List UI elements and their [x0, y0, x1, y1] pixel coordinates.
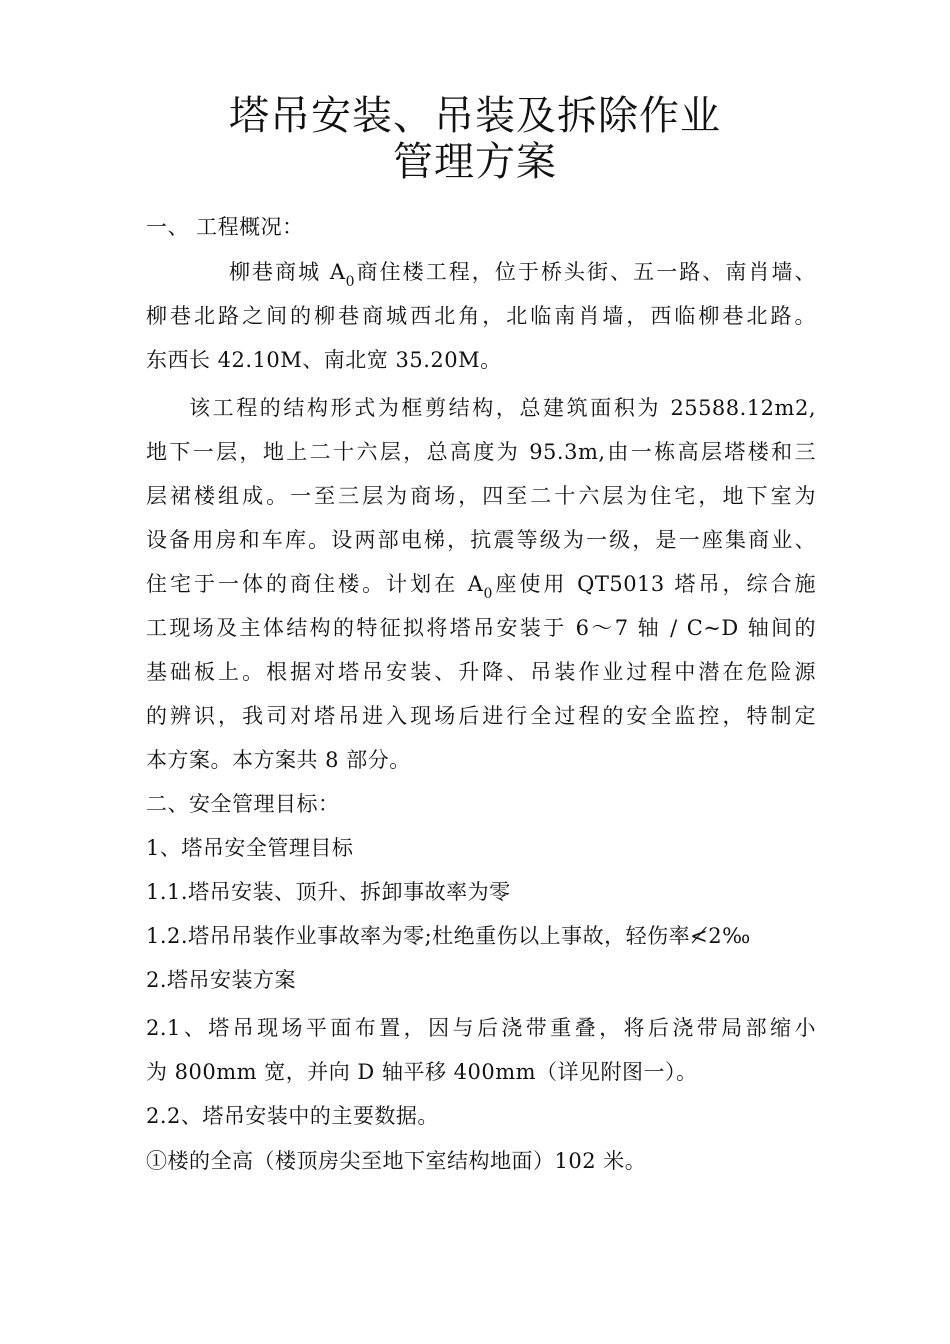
- text-span: 柳巷商城 A: [229, 260, 346, 284]
- text-span: 住宅于一体的商住楼。计划在 A: [146, 572, 484, 596]
- item-2-2: 2.2、塔吊安装中的主要数据。: [146, 1104, 439, 1128]
- paragraph-2-line-8: 的辨识，我司对塔吊进入现场后进行全过程的安全监控，特制定: [146, 704, 816, 728]
- item-2-1-line-2: 为 800mm 宽，并向 D 轴平移 400mm（详见附图一）。: [146, 1060, 698, 1084]
- paragraph-2-line-9: 本方案。本方案共 8 部分。: [146, 748, 411, 772]
- subscript: 0: [483, 586, 493, 602]
- paragraph-2-line-7: 基础板上。根据对塔吊安装、升降、吊装作业过程中潜在危险源: [146, 660, 816, 684]
- section-1-heading: 一、 工程概况：: [146, 215, 304, 239]
- section-2-heading: 二、安全管理目标：: [146, 792, 340, 816]
- paragraph-2-line-2: 地下一层，地上二十六层，总高度为 95.3m,由一栋高层塔楼和三: [146, 440, 816, 464]
- item-1-1: 1.1.塔吊安装、顶升、拆卸事故率为零: [146, 880, 511, 904]
- item-2: 2.塔吊安装方案: [146, 968, 297, 992]
- item-2-2-1: ①楼的全高（楼顶房尖至地下室结构地面）102 米。: [146, 1149, 647, 1173]
- item-1-2: 1.2.塔吊吊装作业事故率为零;杜绝重伤以上事故，轻伤率≮2‰: [146, 924, 751, 948]
- subscript: 0: [345, 274, 356, 290]
- paragraph-1-line-2: 柳巷北路之间的柳巷商城西北角，北临南肖墙，西临柳巷北路。: [146, 304, 816, 328]
- paragraph-1-line-1: [229, 259, 817, 290]
- text-span: 商住楼工程，位于桥头街、五一路、南肖墙、: [355, 260, 817, 284]
- paragraph-2-line-5: [146, 571, 816, 602]
- item-2-1-line-1: 2.1、塔吊现场平面布置，因与后浇带重叠，将后浇带局部缩小: [146, 1016, 816, 1040]
- paragraph-2-line-6: 工现场及主体结构的特征拟将塔吊安装于 6～7 轴 / C~D 轴间的: [146, 616, 816, 640]
- paragraph-2-line-4: 设备用房和车库。设两部电梯，抗震等级为一级，是一座集商业、: [146, 528, 816, 552]
- paragraph-2-line-1: 该工程的结构形式为框剪结构，总建筑面积为 25588.12m2,: [189, 396, 816, 420]
- item-1: 1、塔吊安全管理目标: [146, 836, 354, 860]
- text-span: 座使用 QT5013 塔吊，综合施: [492, 572, 816, 596]
- paragraph-1-line-3: 东西长 42.10M、南北宽 35.20M。: [146, 348, 502, 372]
- paragraph-2-line-3: 层裙楼组成。一至三层为商场，四至二十六层为住宅，地下室为: [146, 484, 816, 508]
- document-title-line-1: 塔吊安装、吊装及拆除作业: [229, 93, 721, 139]
- document-title-line-2: 管理方案: [393, 139, 557, 185]
